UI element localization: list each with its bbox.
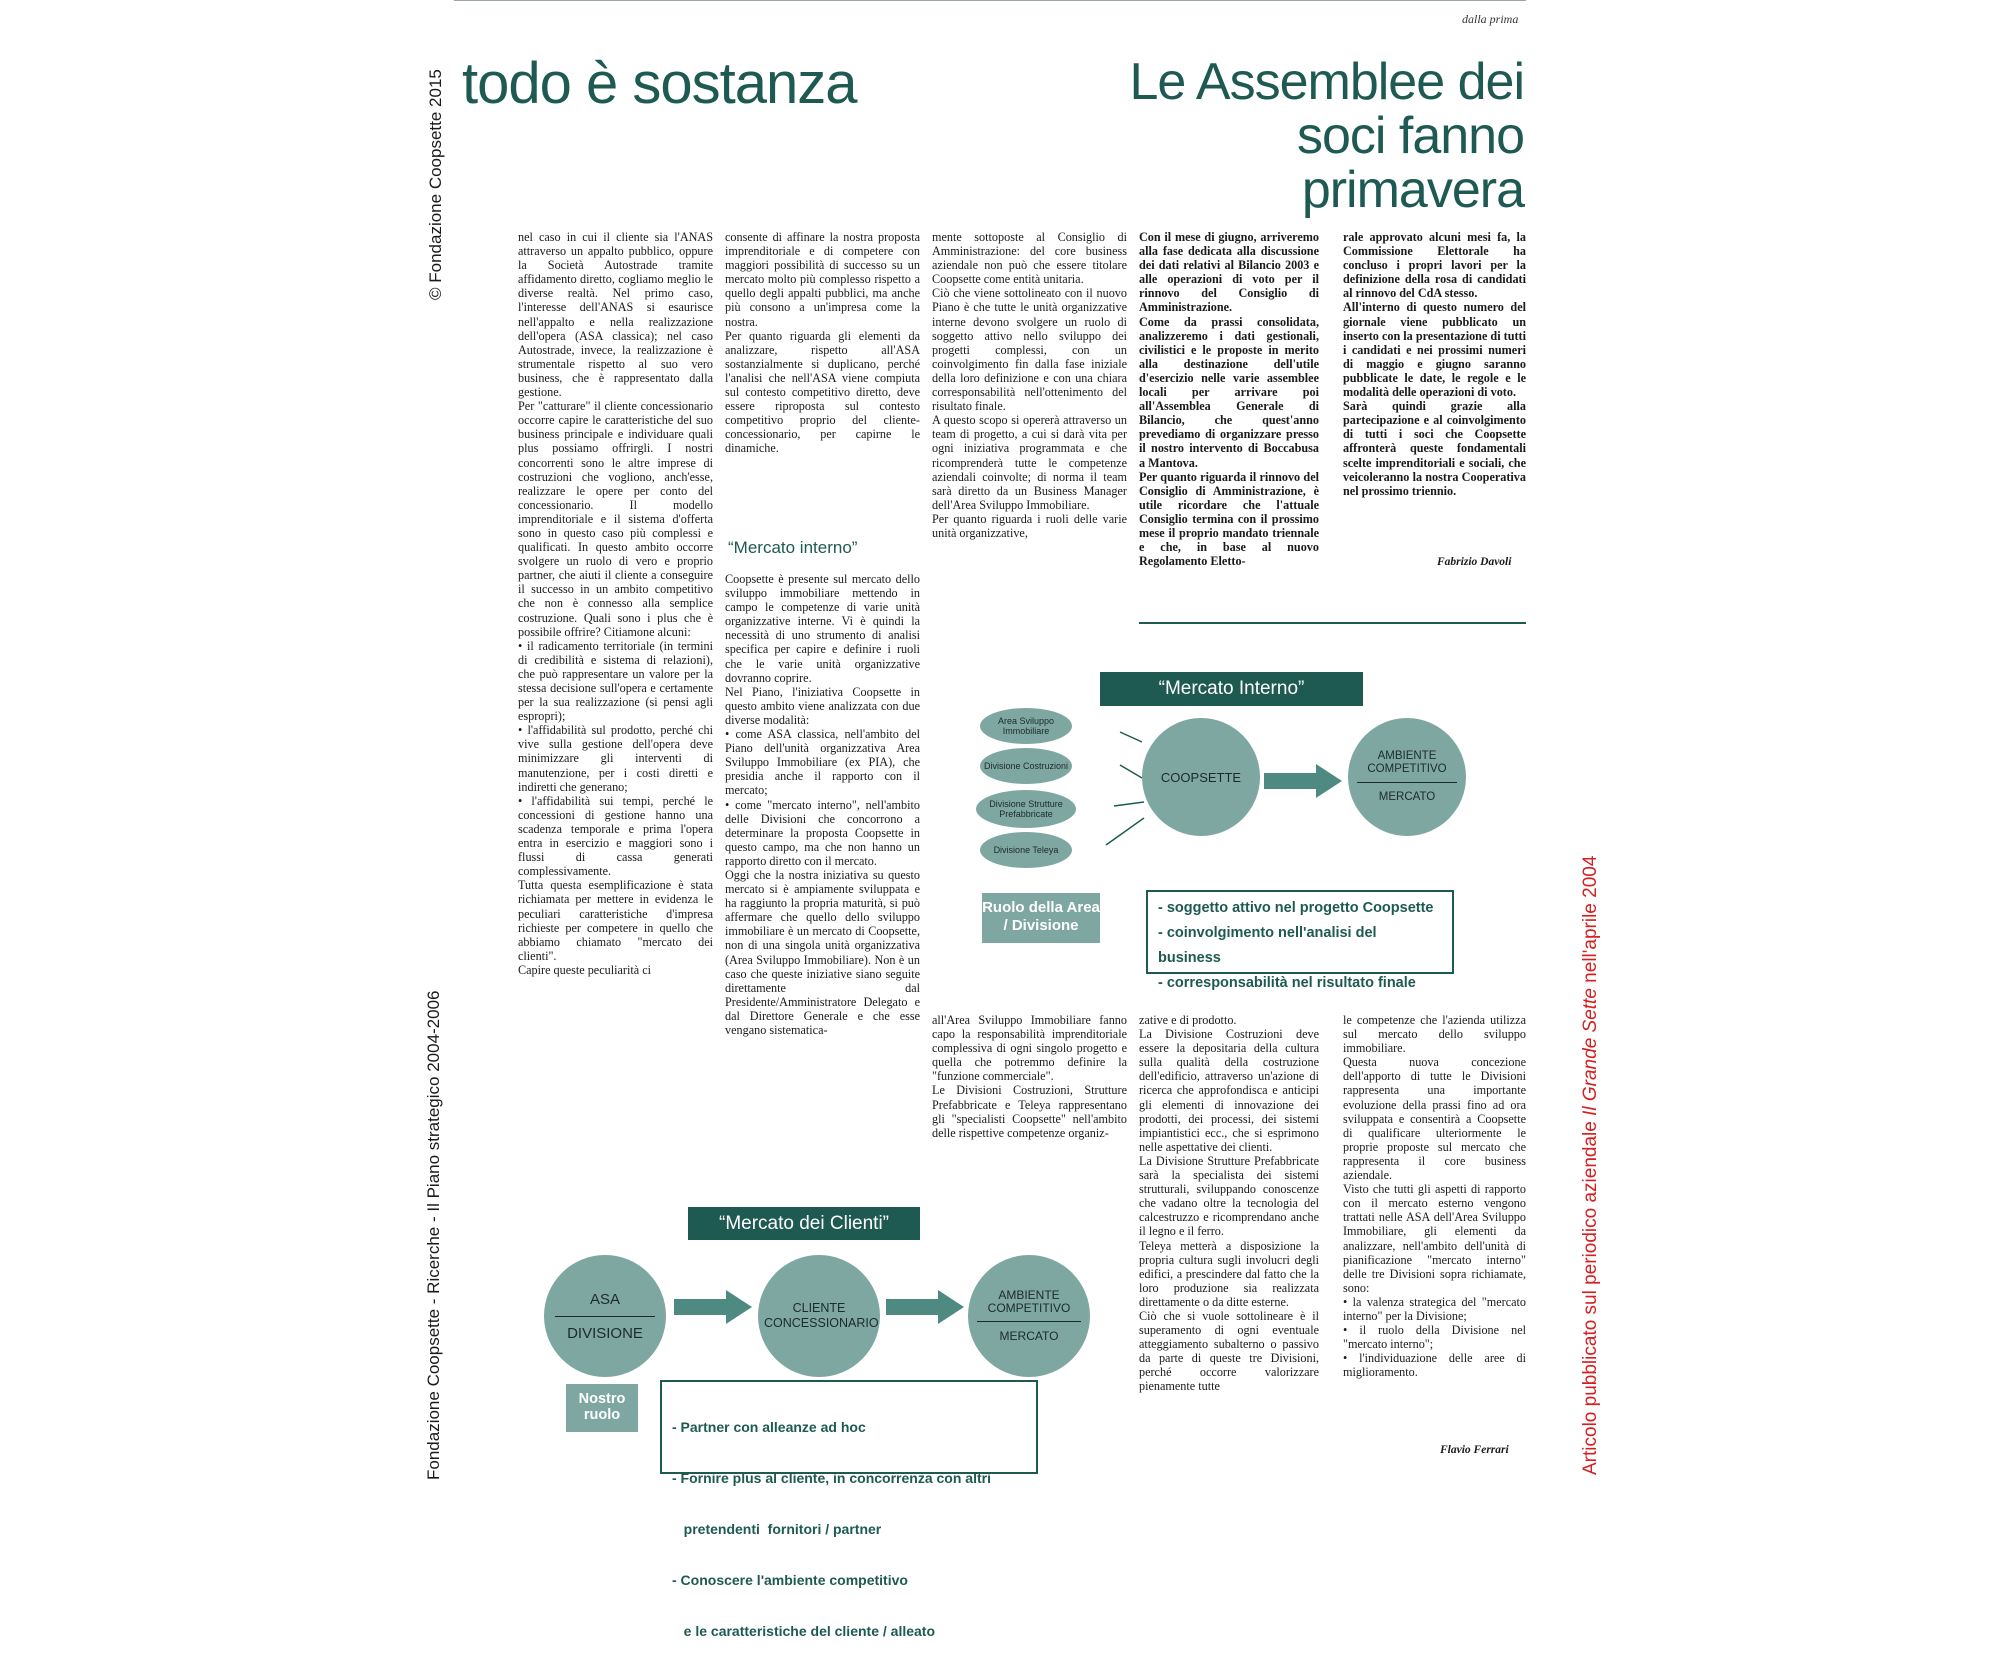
- divider: [977, 1321, 1081, 1322]
- subhead-mercato-interno: “Mercato interno”: [728, 538, 858, 557]
- role-item: - Partner con alleanze ad hoc: [672, 1419, 866, 1435]
- mercato-label: MERCATO: [1378, 791, 1436, 803]
- cliente-concessionario-circle: [758, 1255, 880, 1377]
- roles-box-clienti: [660, 1380, 1038, 1639]
- article1-col2a: consente di affinare la nostra proposta imprenditoriale e di competere con maggiori possibilità di successo su un mercato molto più complesso rispetto a quello degli appalti pubblici, ma anche più consono a un'impresa come la nostra. Per quanto riguarda gli elementi da analizzare, rispetto all'ASA sostanzialmente si duplicano, perché l'analisi che nell'ASA viene compiuta sul contesto competitivo diretto, deve essere riproposta sul contesto competitivo proprio del cliente-concessionario, per capirne le dinamiche.: [725, 230, 920, 456]
- article1-col2b: Coopsette è presente sul mercato dello sviluppo immobiliare mettendo in campo le competenze di varie unità organizzative interne. Vi è quindi la necessità di uno strumento di analisi specifica per capire e definire i ruoli che le varie unità organizzative dovranno coprire. Nel Piano, l'iniziativa Coopsette in questo ambito viene analizzata con due diverse modalità: • come ASA classica, nell'ambito del Piano dell'unità organizzativa Area Sviluppo Immobiliare (ex PIA), che presidia anche il rapporto con il mercato; • come "mercato interno", nell'ambito delle Divisioni che concorrono a determinare la proposta Coopsette in questo campo, ma che non hanno un rapporto diretto con il mercato. Oggi che la nostra iniziativa su questo mercato si è ampiamente sviluppata e ha raggiunto la propria maturità, si può affermare che quello dello sviluppo immobiliare è un mercato di Coopsette, non di una singola unità organizzativa (Area Sviluppo Immobiliare). Non è un caso che queste iniziative siano seguite direttamente dal Presidente/Amministratore Delegato e dal Direttore Generale e che esse vengano sistematica-: [725, 572, 920, 1037]
- ambiente-competitivo-circle-clienti: [968, 1255, 1090, 1377]
- divisione-label: DIVISIONE: [567, 1324, 643, 1342]
- article1-col3b: all'Area Sviluppo Immobiliare fanno capo la responsabilità imprenditoriale complessiva di ogni singolo progetto e quella che potremmo definire la "funzione commerciale". Le Divisioni Costruzioni, Strutture Prefabbricate e Teleya rappresentano gli "specialisti Coopsette" nell'ambito delle rispettive competenze organiz-: [932, 1013, 1127, 1140]
- unit-label: Area Sviluppo Immobiliare: [997, 716, 1055, 736]
- source-vertical: [1580, 856, 1602, 1475]
- arrow-right-icon: [1264, 764, 1344, 798]
- unit-strutture-prefabbricate: [976, 790, 1076, 828]
- article1-col1: nel caso in cui il cliente sia l'ANAS attraverso un appalto pubblico, oppure la Società Autostrade tramite affidamento diretto, cogliamo meglio le diverse realtà. Nel primo caso, l'interesse dell'ANAS si esaurisce nell'appalto e nella realizzazione dell'opera (ASA classica); nel caso Autostrade, invece, la realizzazione è strumentale rispetto al suo vero business, che è rappresentato dalla gestione. Per "catturare" il cliente concessionario occorre capire le caratteristiche del suo business principale e individuare quali plus possiamo offrirgli. I nostri concorrenti sono le altre imprese di costruzioni che vogliono, anch'esse, realizzare le opere per conto del concessionario. Il modello imprenditoriale e il sistema d'offerta sono in questo caso più complessi e qualificati. In questo ambito occorre svolgere un ruolo di vero e proprio partner, che aiuti il cliente a conseguire il successo in un ambito competitivo che non è connesso alla semplice costruzione. Quali sono i plus che è possibile offrire? Citiamone alcuni: • il radicamento territoriale (in termini di credibilità e sistema di relazioni), che può rappresentare un valore per la stessa decisione sull'opera e certamente per la sua realizzazione (si pensi agli espropri); • l'affidabilità sul prodotto, perché chi vive sulla gestione dell'opera deve minimizzare gli interventi di manutenzione, per i costi diretti e indiretti che generano; • l'affidabilità sui tempi, perché le concessioni di gestione hanno una scadenza temporale e prima l'opera entra in esercizio e maggiori sono i flussi di cassa generati complessivamente. Tutta questa esemplificazione è stata richiamata per mettere in evidenza le peculiari caratteristiche d'impresa richieste per competere in quello che abbiamo chiamato "mercato dei clienti". Capire queste peculiarità ci: [518, 230, 713, 977]
- source-suffix: nell'aprile 2004: [1580, 855, 1601, 989]
- role-item: pretendenti fornitori / partner: [672, 1521, 882, 1537]
- unit-area-sviluppo: [980, 708, 1072, 744]
- source-prefix: Articolo pubblicato sul periodico aziendale: [1580, 1115, 1601, 1475]
- connector-line: [1120, 732, 1142, 742]
- role-item: - Fornire plus al cliente, in concorrenza con altri: [672, 1470, 991, 1486]
- article1-col5b: le competenze che l'azienda utilizza sul mercato dello sviluppo immobiliare. Questa nuova concezione dell'apporto di tutte le Divisioni rappresenta una importante evoluzione della prassi fino ad ora sviluppata e consentirà a Coopsette di qualificare ulteriormente le proprie proposte sul mercato che rappresenta il core business aziendale. Visto che tutti gli aspetti di rapporto con il mercato esterno vengono trattati nelle ASA dell'Area Sviluppo Immobiliare, gli elementi da analizzare, nell'ambito dell'unità di pianificazione "mercato interno" delle tre Divisioni sopra richiamate, sono: • la valenza strategica del "mercato interno" per la Divisione; • il ruolo della Divisione nel "mercato interno"; • l'individuazione delle aree di miglioramento.: [1343, 1013, 1526, 1380]
- article1-col4b: zative e di prodotto. La Divisione Costruzioni deve essere la depositaria della cultura sulla qualità della costruzione dell'edificio, attraverso un'azione di ricerca che approfondisca e anticipi gli elementi di innovazione dei prodotti, dei processi, dei sistemi impiantistici ecc., che si esprimono nelle aspettative dei clienti. La Divisione Strutture Prefabbricate sarà la specialista dei sistemi strutturali, sviluppando conoscenze che vadano oltre la tecnologia del calcestruzzo e ricomprendano anche il legno e il ferro. Teleya metterà a disposizione la propria cultura sugli involucri degli edifici, a prescindere dal fatto che la loro produzione sia realizzata direttamente o da ditte esterne. Ciò che si vuole sottolineare è il superamento di ogni eventuale atteggiamento subalterno o passivo da parte di queste tre Divisioni, perché occorre valorizzare pienamente tutte: [1139, 1013, 1319, 1394]
- title-right-line2: soci fanno primavera: [1296, 107, 1524, 219]
- unit-label: Divisione Strutture Prefabbricate: [989, 799, 1063, 819]
- role-label-clienti: Nostro ruolo: [566, 1384, 638, 1432]
- mercato-label: MERCATO: [999, 1329, 1059, 1343]
- kicker: dalla prima: [1462, 12, 1519, 26]
- connector-line: [1120, 765, 1142, 778]
- divider: [1357, 782, 1457, 783]
- coopsette-circle: [1142, 718, 1260, 836]
- top-rule: [454, 0, 1526, 1]
- ambiente-label: AMBIENTE COMPETITIVO: [987, 1288, 1071, 1315]
- unit-label: Divisione Teleya: [993, 845, 1059, 855]
- arrow-right-icon: [674, 1290, 754, 1324]
- role-item: - soggetto attivo nel progetto Coopsette: [1158, 900, 1434, 916]
- signature-ferrari: Flavio Ferrari: [1440, 1444, 1509, 1456]
- role-item: - Conoscere l'ambiente competitivo: [672, 1572, 908, 1588]
- role-item: - coinvolgimento nell'analisi del business: [1158, 925, 1377, 966]
- article1-col3a: mente sottoposte al Consiglio di Amministrazione: del core business aziendale non può che essere titolare Coopsette come entità unitaria. Ciò che viene sottolineato con il nuovo Piano è che tutte le unità organizzative interne devono svolgere un ruolo di soggetto attivo nello sviluppo dei progetti complessi, con un coinvolgimento fin dalla fase iniziale della loro definizione e con una chiara corresponsabilità nell'ottenimento del risultato finale. A questo scopo si opererà attraverso un team di progetto, a cui si darà vita per ogni iniziativa programmata e che ricomprenderà tutte le competenze aziendali coinvolte; di norma il team sarà diretto da un Business Manager dell'Area Sviluppo Immobiliare. Per quanto riguarda i ruoli delle varie unità organizzative,: [932, 230, 1127, 540]
- coopsette-label: COOPSETTE: [1160, 769, 1242, 785]
- connector-line: [1114, 802, 1144, 806]
- article2-col1: Con il mese di giugno, arriveremo alla fase dedicata alla discussione dei dati relativi al Bilancio 2003 e alle operazioni di voto per il rinnovo del Consiglio di Amministrazione. Come da prassi consolidata, analizzeremo i dati gestionali, civilistici e le proposte in merito alla destinazione dell'utile d'esercizio nelle varie assemblee locali per arrivare poi all'Assemblea Generale di Bilancio, che quest'anno prevediamo di organizzare presso il nostro intervento di Boccabusa a Mantova. Per quanto riguarda il rinnovo del Consiglio di Amministrazione, è utile ricordare che l'attuale Consiglio termina con il prossimo mese il proprio mandato triennale e che, in base al nuovo Regolamento Eletto-: [1139, 230, 1319, 569]
- series-vertical: Fondazione Coopsette - Ricerche - Il Piano strategico 2004-2006: [424, 990, 443, 1480]
- connector-line: [1106, 818, 1144, 845]
- unit-label: Divisione Costruzioni: [983, 761, 1069, 771]
- title-left: todo è sostanza: [462, 51, 857, 116]
- unit-divisione-teleya: [980, 832, 1072, 868]
- signature-davoli: Fabrizio Davoli: [1437, 556, 1512, 568]
- title-right: [1100, 55, 1524, 217]
- arrow-right-icon: [886, 1290, 966, 1324]
- asa-label: ASA: [589, 1290, 620, 1308]
- role-label-interno: Ruolo della Area / Divisione: [982, 893, 1100, 943]
- article2-col2: rale approvato alcuni mesi fa, la Commissione Elettorale ha concluso i propri lavori per la definizione della rosa di candidati al rinnovo del CdA stesso. All'interno di questo numero del giornale viene pubblicato un inserto con la presentazione di tutti i candidati e nei prossimi numeri di maggio e giugno saranno pubblicate le date, le regole e le modalità delle operazioni di voto. Sarà quindi grazie alla partecipazione e al coinvolgimento di tutti i soci che Coopsette affronterà queste fondamentali scelte imprenditoriali e sociali, che veicoleranno la nostra Cooperativa nel prossimo triennio.: [1343, 230, 1526, 498]
- role-item: - corresponsabilità nel risultato finale: [1158, 975, 1416, 991]
- ambiente-label: AMBIENTE COMPETITIVO: [1367, 750, 1447, 775]
- title-right-line1: Le Assemblee dei: [1129, 53, 1524, 111]
- diagram-clienti-title: “Mercato dei Clienti”: [688, 1207, 920, 1240]
- role-item: e le caratteristiche del cliente / alleato: [672, 1623, 936, 1639]
- roles-box-interno: [1146, 890, 1454, 991]
- unit-divisione-costruzioni: [980, 748, 1072, 784]
- ambiente-competitivo-circle-interno: [1348, 718, 1466, 836]
- copyright-vertical: © Fondazione Coopsette 2015: [426, 69, 445, 300]
- source-periodical: Il Grande Sette: [1580, 988, 1601, 1116]
- diagram-interno-title: “Mercato Interno”: [1100, 672, 1363, 706]
- asa-divisione-circle: [544, 1255, 666, 1377]
- cliente-label: CLIENTE CONCESSIONARIO: [764, 1301, 879, 1330]
- article2-rule: [1139, 622, 1526, 624]
